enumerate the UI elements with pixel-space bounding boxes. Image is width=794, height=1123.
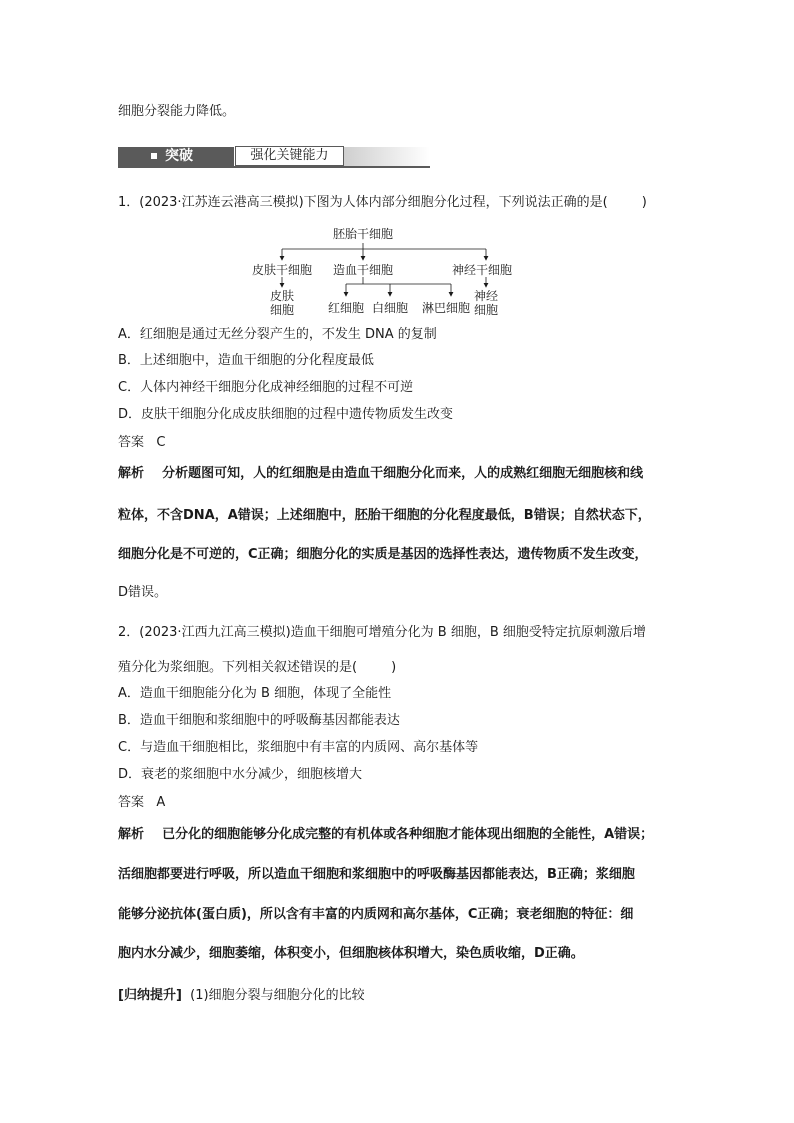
cell-differentiation-diagram — [252, 222, 530, 322]
q2-analysis-line-4: 胞内水分减少，细胞萎缩，体积变小，但细胞核体积增大，染色质收缩，D正确。 — [118, 946, 584, 961]
node-skin-stem-cell: 皮肤干细胞 — [252, 263, 313, 277]
node-nerve-cell: 神经 细胞 — [474, 289, 499, 317]
q2-stem-line-2: 殖分化为浆细胞。下列相关叙述错误的是( ) — [118, 660, 397, 675]
q2-stem-line-1: 2．(2023·江西九江高三模拟)造血干细胞可增殖分化为 B 细胞，B 细胞受特定抗原刺激后增 — [118, 625, 646, 640]
q1-stem: 1．(2023·江苏连云港高三模拟)下图为人体内部分细胞分化过程，下列说法正确的是( ) — [118, 195, 647, 210]
node-hematopoietic-stem-cell: 造血干细胞 — [333, 263, 394, 277]
q2-option-d: D．衰老的浆细胞中水分减少，细胞核增大 — [118, 767, 363, 782]
q1-option-c: C．人体内神经干细胞分化成神经细胞的过程不可逆 — [118, 380, 414, 395]
intro-text: 细胞分裂能力降低。 — [118, 104, 236, 119]
q1-answer: 答案 C — [118, 435, 166, 450]
section-subtitle: 强化关键能力 — [235, 146, 344, 166]
summary-text: (1)细胞分裂与细胞分化的比较 — [190, 988, 365, 1003]
q1-analysis-line-2: 粒体，不含DNA，A错误；上述细胞中，胚胎干细胞的分化程度最低，B错误；自然状态下， — [118, 508, 651, 523]
q1-option-d: D．皮肤干细胞分化成皮肤细胞的过程中遗传物质发生改变 — [118, 407, 454, 422]
node-neural-stem-cell: 神经干细胞 — [452, 263, 513, 277]
q2-analysis-line-1: 解析 已分化的细胞能够分化成完整的有机体或各种细胞才能体现出细胞的全能性，A错误； — [118, 827, 654, 842]
square-bullet-icon — [151, 153, 157, 159]
q2-option-a: A．造血干细胞能分化为 B 细胞，体现了全能性 — [118, 686, 392, 701]
node-red-blood-cell: 红细胞 — [328, 301, 365, 315]
q2-analysis-line-3: 能够分泌抗体(蛋白质)，所以含有丰富的内质网和高尔基体，C正确；衰老细胞的特征：细 — [118, 907, 634, 922]
node-embryonic-stem-cell: 胚胎干细胞 — [333, 227, 394, 241]
summary-heading — [118, 987, 365, 1005]
q2-option-b: B．造血干细胞和浆细胞中的呼吸酶基因都能表达 — [118, 713, 400, 728]
q1-option-b: B．上述细胞中，造血干细胞的分化程度最低 — [118, 353, 374, 368]
q1-analysis-line-3: 细胞分化是不可逆的，C正确；细胞分化的实质是基因的选择性表达，遗传物质不发生改变， — [118, 547, 648, 562]
summary-label: [归纳提升] — [118, 988, 182, 1003]
q2-analysis-line-2: 活细胞都要进行呼吸，所以造血干细胞和浆细胞中的呼吸酶基因都能表达，B正确；浆细胞 — [118, 867, 635, 882]
q2-number: 2． — [118, 625, 140, 640]
q2-answer-value: A — [156, 795, 166, 810]
q2-answer: 答案 A — [118, 795, 166, 810]
node-lymphocyte: 淋巴细胞 — [422, 301, 471, 315]
q1-option-a: A．红细胞是通过无丝分裂产生的，不发生 DNA 的复制 — [118, 327, 437, 342]
q1-number: 1． — [118, 195, 140, 210]
q1-analysis-line-4: D错误。 — [118, 585, 168, 600]
q1-analysis-line-1: 解析 分析题图可知，人的红细胞是由造血干细胞分化而来，人的成熟红细胞无细胞核和线 — [118, 466, 644, 481]
q1-answer-value: C — [156, 435, 166, 450]
q1-stem-text: (2023·江苏连云港高三模拟)下图为人体内部分细胞分化过程，下列说法正确的是( — [139, 195, 608, 210]
section-header — [118, 146, 430, 168]
q2-option-c: C．与造血干细胞相比，浆细胞中有丰富的内质网、高尔基体等 — [118, 740, 479, 755]
node-skin-cell: 皮肤 细胞 — [270, 289, 295, 317]
node-white-blood-cell: 白细胞 — [372, 301, 409, 315]
section-title: 突破 — [165, 148, 193, 164]
